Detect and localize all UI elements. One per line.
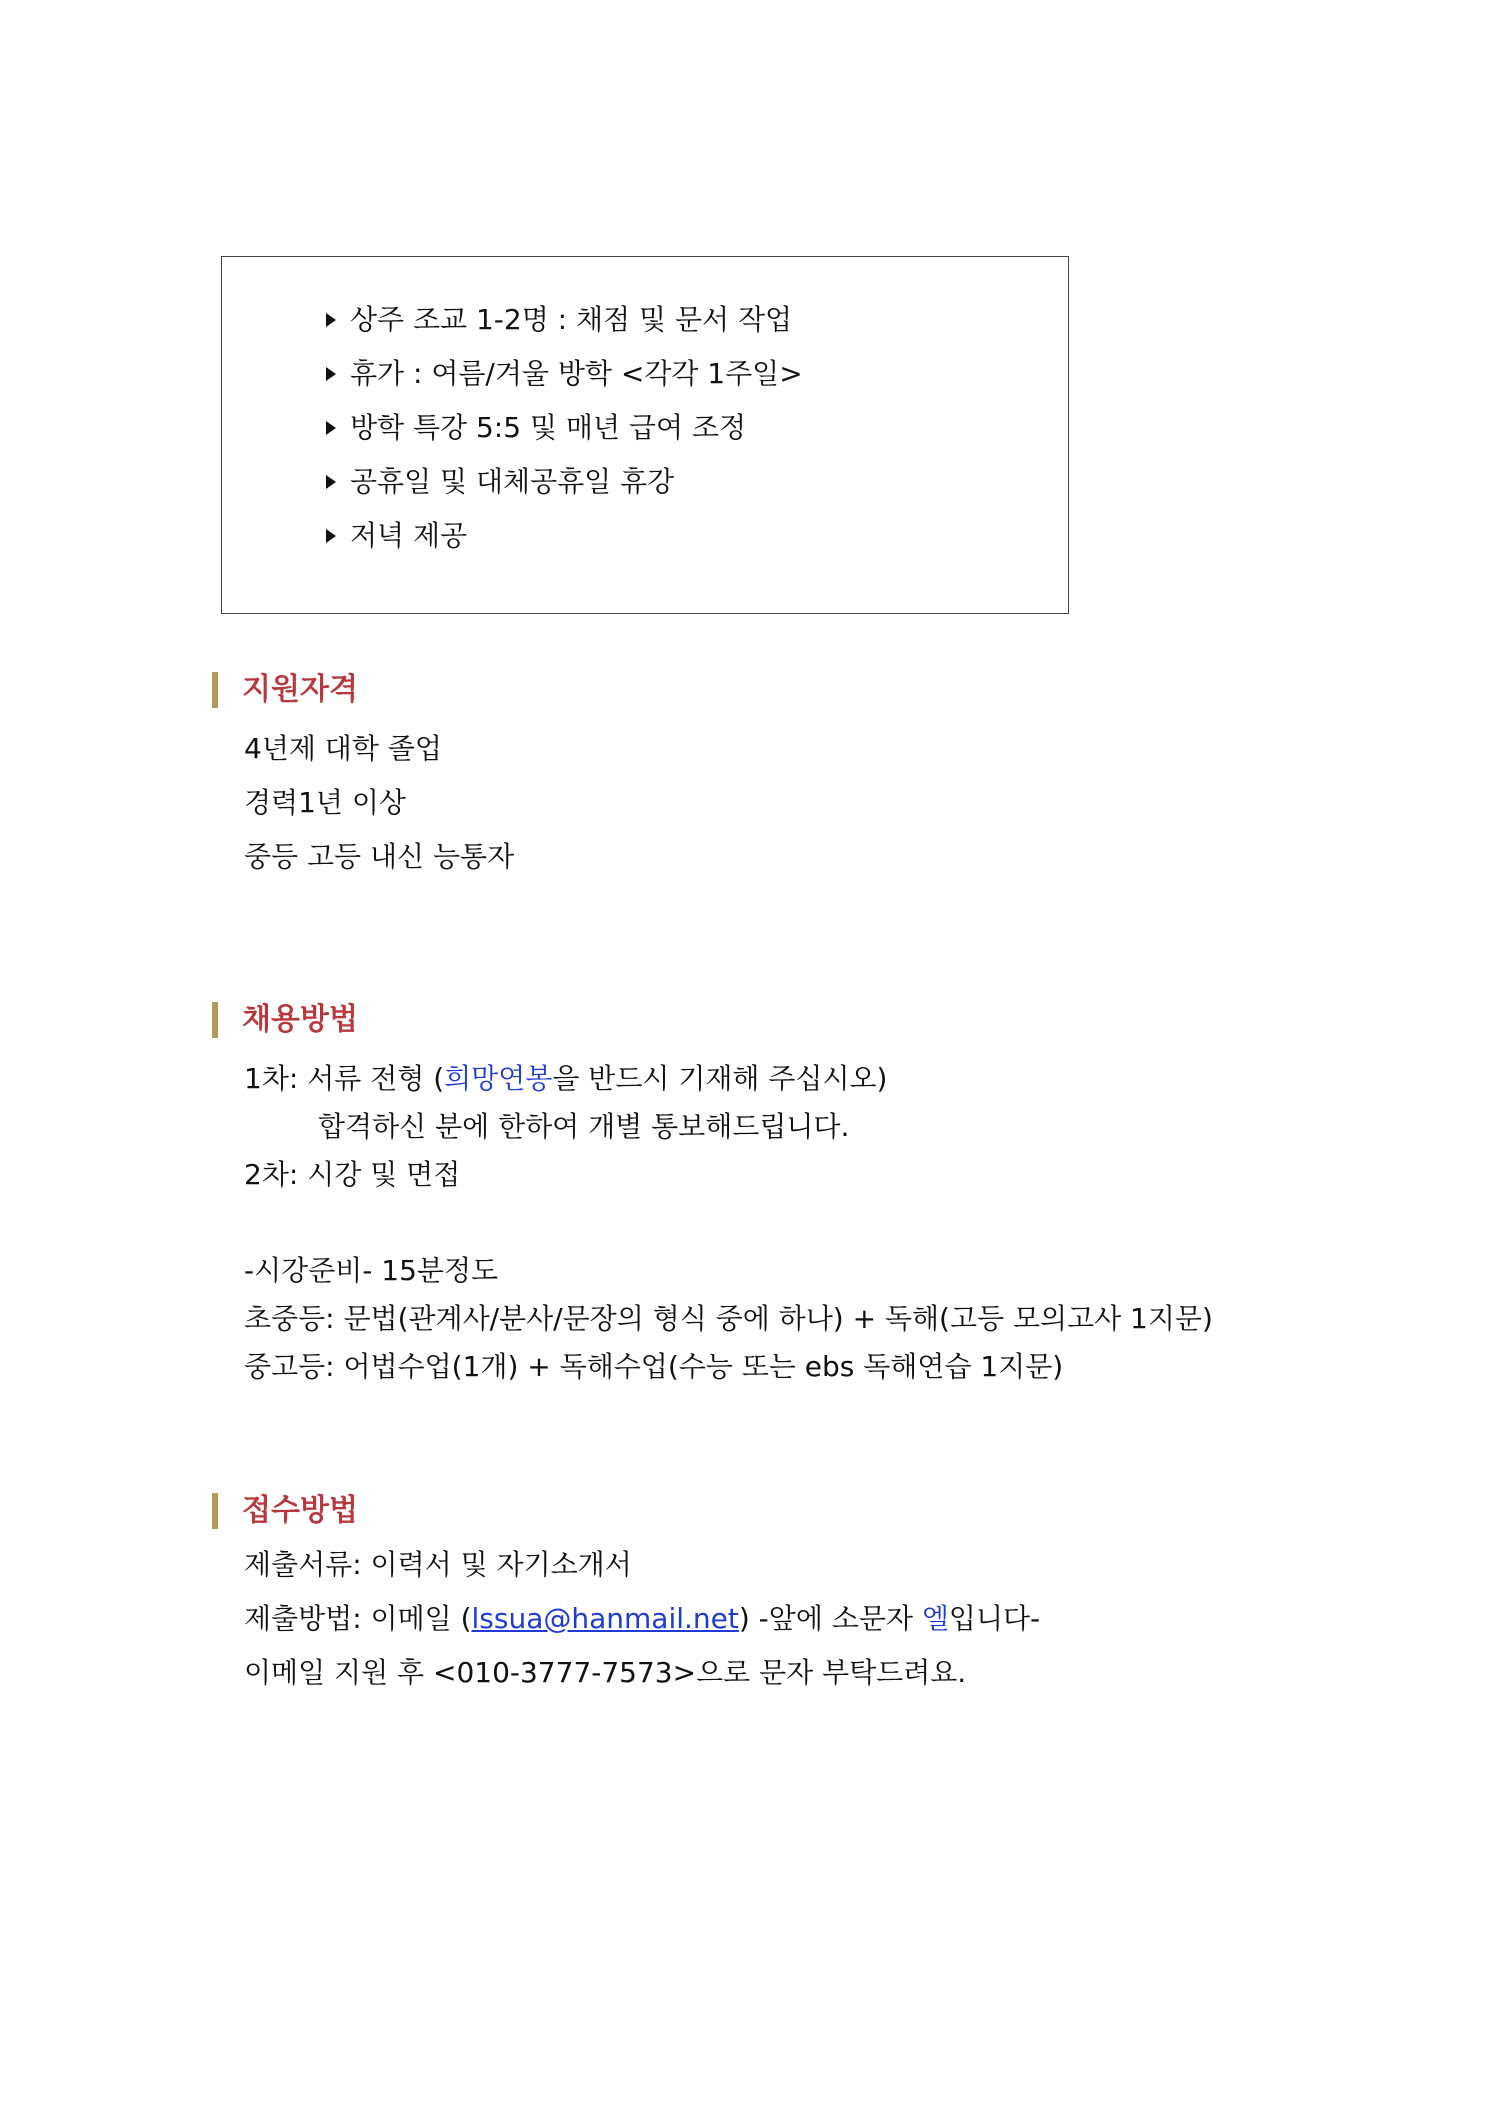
triangle-bullet-icon (326, 421, 336, 435)
benefit-text: 상주 조교 1-2명 : 채점 및 문서 작업 (350, 303, 793, 336)
hiring-line-highschool: 중고등: 어법수업(1개) + 독해수업(수능 또는 ebs 독해연습 1지문) (244, 1350, 1064, 1383)
letter-highlight: 엘 (921, 1602, 949, 1635)
qualification-line: 경력1년 이상 (244, 786, 406, 819)
section-title: 지원자격 (242, 672, 358, 707)
benefit-text: 방학 특강 5:5 및 매년 급여 조정 (350, 411, 746, 444)
triangle-bullet-icon (326, 367, 336, 381)
benefit-item (326, 357, 803, 391)
hiring-line-elementary: 초중등: 문법(관계사/분사/문장의 형식 중에 하나) + 독해(고등 모의고사 1지문) (244, 1302, 1213, 1335)
qualification-line: 중등 고등 내신 능통자 (244, 840, 515, 873)
benefit-item (326, 519, 467, 553)
application-text: 제출방법: 이메일 ( (244, 1602, 472, 1635)
application-line-contact: 이메일 지원 후 <010-3777-7573>으로 문자 부탁드려요. (244, 1656, 967, 1689)
hiring-line-demo-prep: -시강준비- 15분정도 (244, 1254, 499, 1287)
section-header-application (212, 1493, 358, 1529)
triangle-bullet-icon (326, 475, 336, 489)
benefit-text: 공휴일 및 대체공휴일 휴강 (350, 465, 675, 498)
benefit-item (326, 465, 674, 499)
benefits-box (221, 256, 1069, 614)
hiring-line-first-round (244, 1062, 887, 1096)
hiring-line-notice: 합격하신 분에 한하여 개별 통보해드립니다. (318, 1110, 850, 1143)
triangle-bullet-icon (326, 529, 336, 543)
application-text: 입니다- (948, 1602, 1041, 1635)
section-title: 접수방법 (242, 1493, 358, 1528)
benefit-text: 휴가 : 여름/겨울 방학 <각각 1주일> (350, 357, 803, 390)
section-header-qualifications (212, 672, 358, 708)
section-bar (212, 1493, 218, 1529)
benefit-text: 저녁 제공 (350, 519, 468, 552)
qualification-line: 4년제 대학 졸업 (244, 732, 442, 765)
section-bar (212, 1002, 218, 1038)
benefit-item (326, 303, 792, 337)
salary-highlight: 희망연봉 (444, 1062, 553, 1095)
hiring-text: 을 반드시 기재해 주십시오) (552, 1062, 888, 1095)
section-header-hiring (212, 1002, 358, 1038)
application-text: ) -앞에 소문자 (738, 1602, 922, 1635)
application-line-method (244, 1602, 1040, 1636)
hiring-text: 1차: 서류 전형 ( (244, 1062, 445, 1095)
section-title: 채용방법 (242, 1002, 358, 1037)
email-link[interactable]: lssua@hanmail.net (471, 1602, 739, 1635)
application-line-documents: 제출서류: 이력서 및 자기소개서 (244, 1548, 632, 1581)
section-bar (212, 672, 218, 708)
triangle-bullet-icon (326, 313, 336, 327)
hiring-line-second-round: 2차: 시강 및 면접 (244, 1158, 461, 1191)
benefit-item (326, 411, 746, 445)
